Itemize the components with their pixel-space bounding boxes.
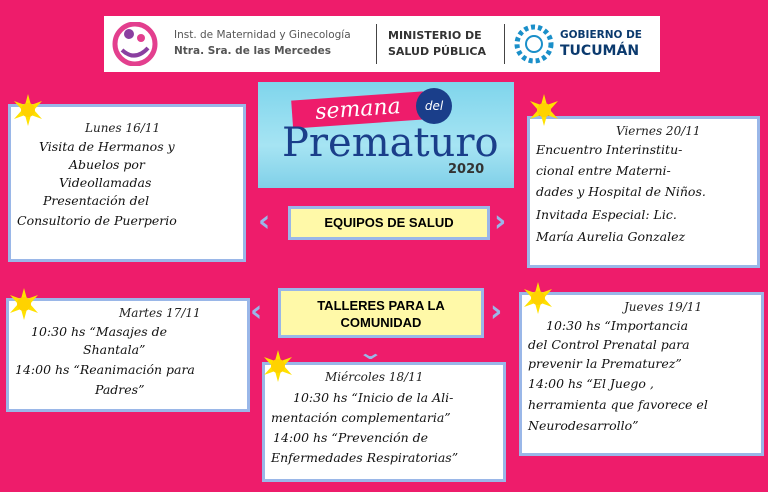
card-line: Videollamadas: [59, 175, 152, 190]
ministry-line2: SALUD PÚBLICA: [388, 45, 487, 58]
card-line: Presentación del: [43, 193, 150, 208]
chevron-left-icon: ‹: [250, 294, 263, 329]
chevron-down-icon: ⌄: [356, 340, 384, 364]
maternity-logo-icon: [112, 22, 158, 66]
chevron-right-icon: ›: [494, 204, 507, 239]
card-line: cional entre Materni-: [536, 163, 671, 178]
sun-star-icon: [12, 94, 44, 126]
card-line: mentación complementaria”: [271, 410, 451, 425]
card-line: Padres”: [95, 382, 145, 397]
ministry-line1: MINISTERIO DE: [388, 29, 482, 42]
card-line: dades y Hospital de Niños.: [536, 184, 706, 199]
card-line: del Control Prenatal para: [528, 337, 690, 352]
government-sun-icon: [514, 24, 554, 64]
card-date: Viernes 20/11: [616, 124, 701, 138]
chevron-right-icon: ›: [490, 294, 503, 329]
sun-star-icon: [262, 350, 294, 382]
card-line: prevenir la Prematurez”: [528, 356, 682, 371]
talleres-line1: TALLERES PARA LA: [317, 298, 445, 313]
label-equipos-de-salud: EQUIPOS DE SALUD: [288, 206, 490, 240]
card-line: Visita de Hermanos y: [39, 139, 175, 154]
card-line: 10:30 hs “Importancia: [546, 318, 689, 333]
card-date: Jueves 19/11: [624, 300, 703, 314]
divider: [504, 24, 505, 64]
card-line: herramienta que favorece el: [528, 397, 708, 412]
card-line: 14:00 hs “Reanimación para: [15, 362, 195, 377]
card-line: Encuentro Interinstitu-: [536, 142, 683, 157]
card-line: Invitada Especial: Lic.: [536, 207, 677, 222]
sun-star-icon: [522, 282, 554, 314]
card-martes: [6, 298, 250, 412]
banner-word-semana: semana: [291, 91, 425, 128]
card-lunes: [8, 104, 246, 262]
card-line: 10:30 hs “Inicio de la Ali-: [293, 390, 454, 405]
card-jueves: [519, 292, 764, 456]
header-logos: [104, 16, 660, 72]
government-line1: GOBIERNO DE: [560, 29, 642, 41]
card-date: Martes 17/11: [119, 306, 201, 320]
card-line: Abuelos por: [69, 157, 145, 172]
government-line2: TUCUMÁN: [560, 43, 640, 59]
card-line: Consultorio de Puerperio: [17, 213, 177, 228]
card-line: Shantala”: [83, 342, 146, 357]
banner-title: Prematuro: [282, 120, 499, 166]
institute-name: Inst. de Maternidad y Ginecología: [174, 29, 351, 41]
card-line: 14:00 hs “Prevención de: [273, 430, 429, 445]
talleres-line2: COMUNIDAD: [340, 315, 422, 330]
chevron-left-icon: ‹: [258, 204, 271, 239]
card-line: Neurodesarrollo”: [528, 418, 639, 433]
sun-star-icon: [528, 94, 560, 126]
sun-star-icon: [8, 288, 40, 320]
card-date: Miércoles 18/11: [325, 370, 424, 384]
label-talleres: [278, 288, 484, 338]
card-date: Lunes 16/11: [85, 121, 161, 135]
divider: [376, 24, 377, 64]
banner-word-del: del: [416, 88, 452, 124]
card-miercoles: [262, 362, 506, 482]
card-line: María Aurelia Gonzalez: [536, 229, 686, 244]
card-line: 10:30 hs “Masajes de: [31, 324, 168, 339]
event-banner: [258, 82, 514, 188]
card-line: 14:00 hs “El Juego ,: [528, 376, 654, 391]
card-viernes: [527, 116, 760, 268]
banner-year: 2020: [448, 162, 485, 177]
institute-subname: Ntra. Sra. de las Mercedes: [174, 45, 332, 57]
card-line: Enfermedades Respiratorias”: [271, 450, 459, 465]
